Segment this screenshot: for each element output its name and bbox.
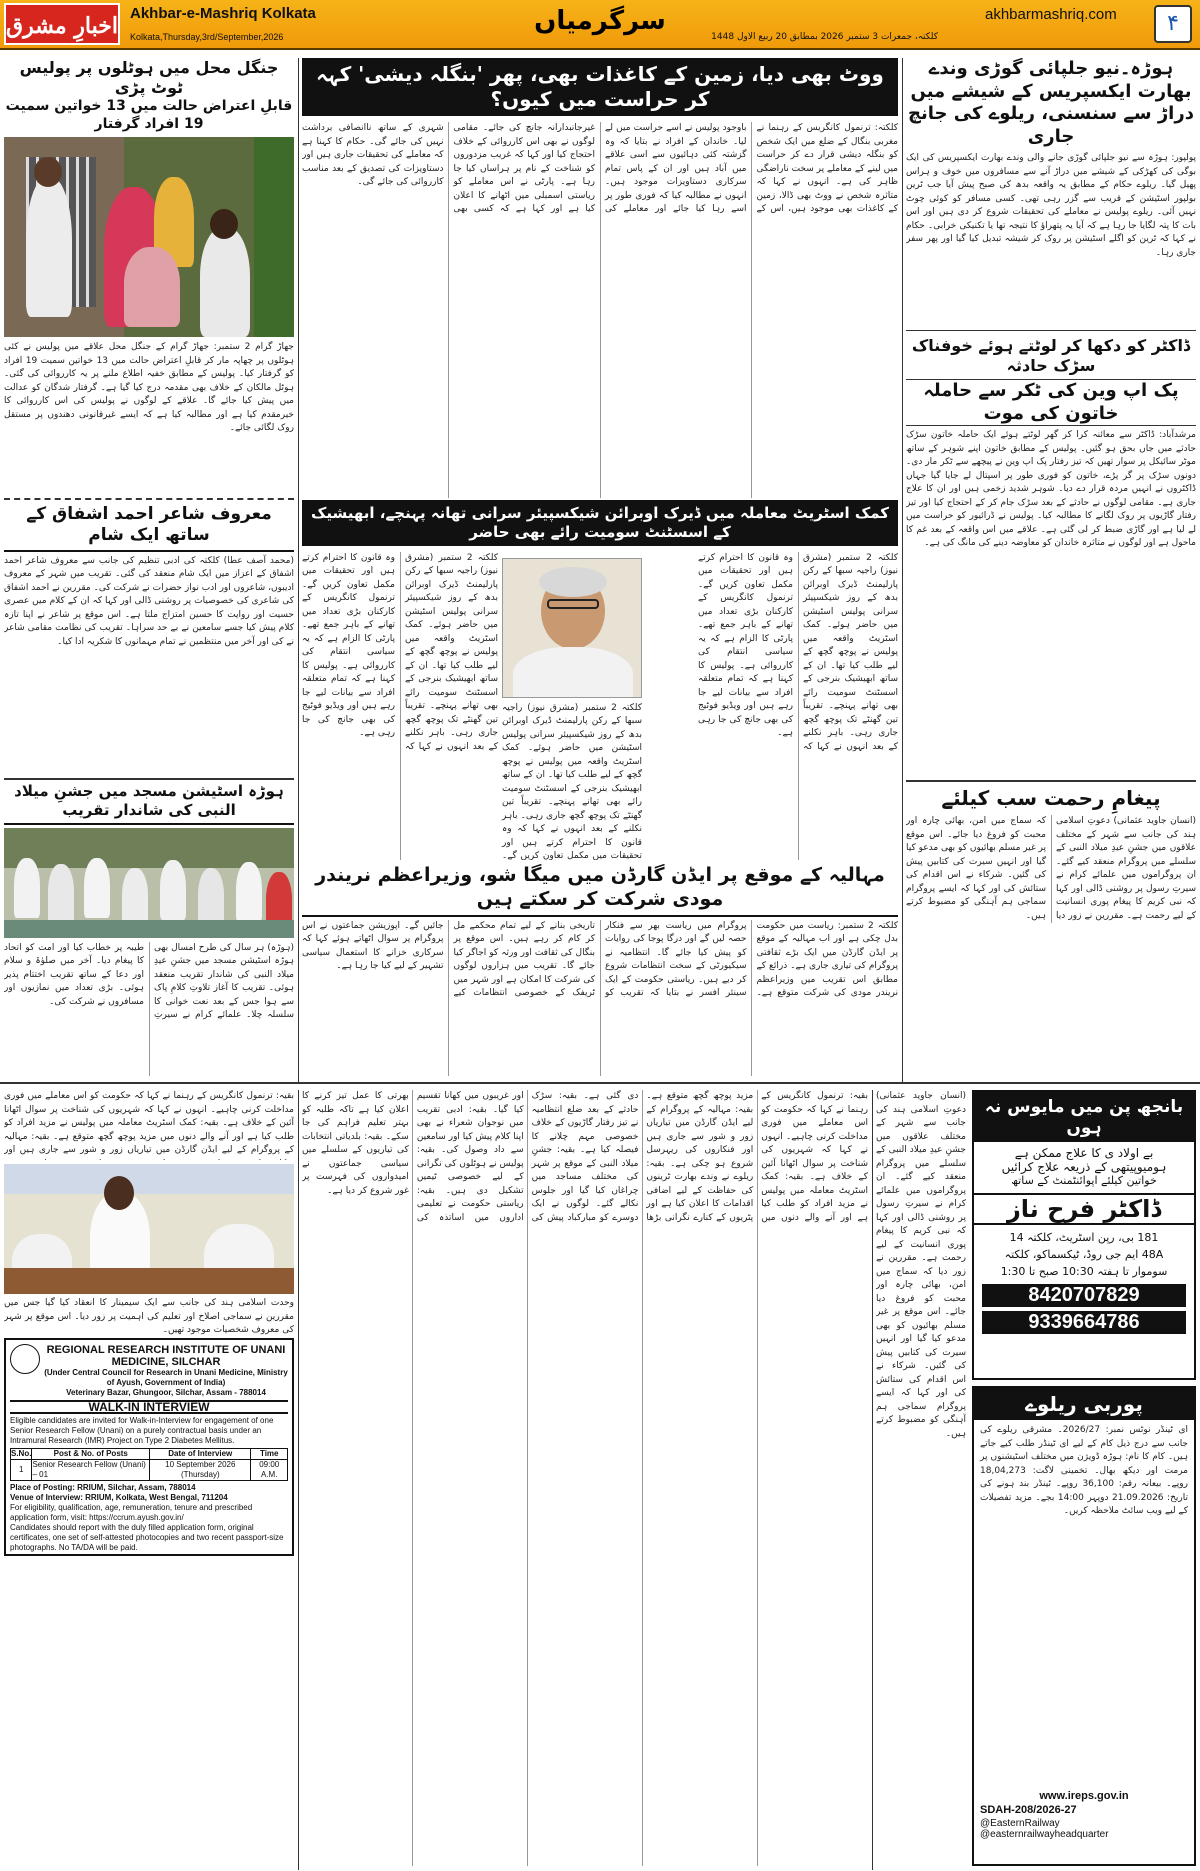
doctor-ad [972, 1090, 1196, 1380]
article-body-continued: کلکتہ 2 ستمبر (مشرق نیوز) راجیہ سبھا کے رکن پارلیمنٹ ڈیرک اوبرائن بدھ کے روز شیکسپیئر سرانی پولیس اسٹیشن میں حاضر ہوئے۔ کمک اسٹریٹ واقعہ میں پولیس نے پوچھ گچھ کے لیے طلب کیا تھا۔ ان کے ساتھ ابھیشیک بنرجی کے اسسٹنٹ سومیت رائے بھی تھانے پہنچے۔ تقریباً تین گھنٹے تک پوچھ گچھ جاری رہی۔ باہر نکلنے کے بعد انہوں نے کہا کہ وہ قانون کا احترام کرتے ہیں اور تحقیقات میں مکمل تعاون کریں گے۔ ترنمول کانگریس کے کارکنان بڑی تعداد میں تھانے کے باہر جمع تھے۔ پارٹی کا الزام ہے کہ یہ سیاسی انتقام کی کارروائی ہے۔ پولیس کا کہنا ہے کہ تمام متعلقہ افراد سے بیانات لیے جا رہے ہیں اور ویڈیو فوٹیج کی بھی جانچ کی جا رہی ہے۔ [302, 552, 498, 752]
article-subheadline: قابلِ اعتراض حالت میں 13 خواتین سمیت 19 افراد گرفتار [5, 98, 293, 132]
ad-title: بانجھ پن میں مایوس نہ ہوں [974, 1092, 1194, 1142]
ad-signatory [10, 1553, 288, 1556]
article-headline: ڈاکٹر کو دکھا کر لوٹتے ہوئے خوفناک سڑک حادثہ [911, 336, 1191, 375]
article-seminar [4, 1090, 294, 1335]
table-cell: 09:00 A.M. [251, 1460, 288, 1481]
article-body: (ہوڑہ) ہر سال کی طرح امسال بھی ہوڑہ اسٹیشن مسجد میں جشنِ عیدِ میلاد النبی کی شاندار تقریب منعقد ہوئی۔ تقریب کا آغاز تلاوتِ کلامِ پاک سے ہوا جس کے بعد نعت خوانی کا سلسلہ چلا۔ علمائے کرام نے سیرتِ طیبہ پر خطاب کیا اور امت کو اتحاد کا پیغام دیا۔ آخر میں صلوٰۃ و سلام اور دعا کے ساتھ تقریب اختتام پذیر ہوئی۔ بڑی تعداد میں نمازیوں اور مسافروں نے شرکت کی۔ [4, 942, 294, 1020]
ad-line: بے اولاد ی کا علاج ممکن ہے [1014, 1146, 1154, 1160]
masthead [0, 0, 1200, 50]
article-body: مرشدآباد: ڈاکٹر سے معائنہ کرا کر گھر لوٹتے ہوئے ایک حاملہ خاتون سڑک حادثے میں جاں بحق ہو گئیں۔ پولیس کے مطابق خاتون اپنے شوہر کے ساتھ موٹر سائیکل پر سوار تھیں کہ تیز رفتار پک اپ وین نے پیچھے سے ٹکر مار دی۔ دونوں سڑک پر گر پڑے، خاتون کو فوری طور پر اسپتال لے جایا گیا جہاں ڈاکٹروں نے انہیں مردہ قرار دے دیا۔ شوہر شدید زخمی ہیں اور ان کا علاج جاری ہے۔ مقامی لوگوں نے حادثے کے بعد سڑک جام کر کے احتجاج کیا اور تیز رفتار گاڑیوں پر روک لگانے کا مطالبہ کیا۔ پولیس نے ڈرائیور کو حراست میں لے لیا ہے اور گاڑی ضبط کر لی گئی ہے۔ علاقے میں اس واقعہ کے بعد غم کا ماحول ہے اور لوگوں نے متاثرہ خاندان کو معاوضہ دینے کی مانگ کی ہے۔ [906, 430, 1196, 548]
rrium-ad [4, 1338, 294, 1556]
article-subheadline: پک اپ وین کی ٹکر سے حاملہ خاتون کی موت [906, 379, 1196, 426]
table-header: S.No. [11, 1449, 32, 1458]
page-number: ۴ [1154, 5, 1192, 43]
continuations-block [302, 1090, 868, 1866]
ad-note: Candidates should report with the duly filled application form, original certificates, one set of self-attested photocopies and two recent passport-size photographs. No TA/DA will be paid. [10, 1523, 284, 1552]
small-column-body: (انسان جاوید عثمانی) دعوتِ اسلامی ہند کی جانب سے شہر کے مختلف علاقوں میں جشنِ عیدِ میلاد النبی کے سلسلے میں پروگرام منعقد کیے گئے۔ ان پروگراموں میں علمائے کرام نے سیرتِ رسول پر روشنی ڈالی اور کہا کہ نبی کریم کا پیغام پوری انسانیت کے لیے رحمت ہے۔ مقررین نے زور دیا کہ سماج میں امن، بھائی چارہ اور محبت کو فروغ دیا جائے۔ اس موقع پر غیر مسلم بھائیوں کو بھی مدعو کیا گیا اور انہیں سیرت کی کتابیں پیش کی گئیں۔ شرکاء نے اس اقدام کی ستائش کی اور کہا کہ ایسے پروگرام سماجی ہم آہنگی کو مضبوط کرتے ہیں۔ [876, 1091, 966, 1439]
newspaper-name: Akhbar-e-Mashriq Kolkata [130, 5, 316, 22]
twitter-handle[interactable]: @EasternRailway [980, 1818, 1060, 1829]
ad-title: REGIONAL RESEARCH INSTITUTE OF UNANI MEDICINE, SILCHAR [46, 1344, 286, 1368]
article-body-top: بقیہ: ترنمول کانگریس کے رہنما نے کہا کہ حکومت کو اس معاملے میں فوری مداخلت کرنی چاہیے۔ انہوں نے کہا کہ شہریوں کی شناخت پر سوال اٹھانا آئین کے خلاف ہے۔ بقیہ: کمک اسٹریٹ معاملہ میں پولیس نے مزید افراد کو طلب کیا ہے اور آنے والے دنوں میں مزید پوچھ گچھ متوقع ہے۔ بقیہ: مہالیہ کے پروگرام کے لیے ایڈن گارڈن میں تیاریاں زور و شور سے جاری ہیں اور [4, 1091, 294, 1155]
gathering-photo [4, 828, 294, 938]
article-modi-show [302, 864, 898, 1076]
ad-info[interactable]: For eligibility, qualification, age, remuneration, tenure and prescribed application form, visit: https://ccrum.ayush.gov.in/ [10, 1503, 253, 1522]
article-body: کلکتہ 2 ستمبر: ریاست میں حکومت بدل چکی ہے اور اب مہالیہ کے موقع پر ایڈن گارڈن میں ایک بڑے ثقافتی پروگرام کی تیاری جاری ہے۔ ذرائع کے مطابق اس تقریب میں وزیراعظم نریندر مودی کی شرکت متوقع ہے۔ پروگرام میں ریاست بھر سے فنکار حصہ لیں گے اور درگا پوجا کی روایات کو پیش کیا جائے گا۔ انتظامیہ نے سیکیورٹی کے سخت انتظامات شروع کر دیے ہیں۔ ریاستی حکومت کے ایک سینئر افسر نے بتایا کہ تقریب کو تاریخی بنانے کے لیے تمام محکمے مل کر کام کر رہے ہیں۔ اس موقع پر بنگال کی ثقافت اور ورثہ کو اجاگر کیا جائے گا۔ تقریب میں ہزاروں لوگوں کی شرکت کا امکان ہے اور شہر میں ٹریفک کے خصوصی انتظامات کیے جائیں گے۔ اپوزیشن جماعتوں نے اس پروگرام پر سوال اٹھاتے ہوئے کہا کہ سرکاری خزانے کا استعمال سیاسی تشہیر کے لیے کیا جا رہا ہے۔ [302, 920, 898, 998]
seminar-photo [4, 1164, 294, 1294]
table-cell: 1 [11, 1460, 32, 1481]
ad-place: Place of Posting: RRIUM, Silchar, Assam, 788014 [10, 1483, 196, 1492]
continuations-body: بقیہ: ترنمول کانگریس کے رہنما نے کہا کہ حکومت کو اس معاملے میں فوری مداخلت کرنی چاہیے۔ انہوں نے کہا کہ شہریوں کی شناخت پر سوال اٹھانا آئین کے خلاف ہے۔ بقیہ: کمک اسٹریٹ معاملہ میں پولیس نے مزید افراد کو طلب کیا ہے اور آنے والے دنوں میں مزید پوچھ گچھ متوقع ہے۔ بقیہ: مہالیہ کے پروگرام کے لیے ایڈن گارڈن میں تیاریاں زور و شور سے جاری ہیں اور فنکاروں کی ریہرسل شروع ہو چکی ہے۔ بقیہ: ریلوے نے وندے بھارت ٹرینوں کی حفاظت کے لیے اضافی اقدامات کا اعلان کیا ہے اور پٹریوں کے کنارے نگرانی بڑھا دی گئی ہے۔ بقیہ: سڑک حادثے کے بعد ضلع انتظامیہ نے تیز رفتار گاڑیوں کے خلاف خصوصی مہم چلانے کا فیصلہ کیا ہے۔ بقیہ: جشنِ میلاد النبی کے موقع پر شہر کی مختلف مساجد میں چراغاں کیا گیا اور جلوس نکالے گئے۔ لوگوں نے ایک دوسرے کو مبارکباد پیش کی اور غریبوں میں کھانا تقسیم کیا گیا۔ بقیہ: ادبی تقریب میں نوجوان شعراء نے بھی اپنا کلام پیش کیا اور سامعین سے داد وصول کی۔ بقیہ: پولیس نے ہوٹلوں کی نگرانی کے لیے خصوصی ٹیمیں تشکیل دی ہیں۔ بقیہ: ریاستی حکومت نے تعلیمی اداروں میں اساتذہ کی بھرتی کا عمل تیز کرنے کا اعلان کیا ہے تاکہ طلبہ کو بہتر تعلیم فراہم کی جا سکے۔ بقیہ: بلدیاتی انتخابات کی تیاریوں کے سلسلے میں سیاسی جماعتوں نے امیدواروں کی فہرست پر غور شروع کر دیا ہے۔ [302, 1091, 868, 1223]
article-headline: کمک اسٹریٹ معاملہ میں ڈیرک اوبرائن شیکسپیئر سرانی تھانہ پہنچے، ابھیشیک کے اسسٹنٹ سومیت رائے بھی حاضر [302, 500, 898, 546]
article-jungle-mahal [4, 58, 294, 496]
article-body: (انسان جاوید عثمانی) دعوتِ اسلامی ہند کی جانب سے شہر کے مختلف علاقوں میں جشنِ عیدِ میلاد النبی کے سلسلے میں پروگرام منعقد کیے گئے۔ ان پروگراموں میں علمائے کرام نے سیرتِ رسول پر روشنی ڈالی اور کہا کہ نبی کریم کا پیغام پوری انسانیت کے لیے رحمت ہے۔ مقررین نے زور دیا کہ سماج میں امن، بھائی چارہ اور محبت کو فروغ دیا جائے۔ اس موقع پر غیر مسلم بھائیوں کو بھی مدعو کیا گیا اور انہیں سیرت کی کتابیں پیش کی گئیں۔ شرکاء نے اس اقدام کی ستائش کی اور کہا کہ ایسے پروگرام سماجی ہم آہنگی کو مضبوط کرتے ہیں۔ [906, 816, 1196, 921]
article-vande-bharat [906, 58, 1196, 326]
article-headline: معروف شاعر احمد اشفاق کے ساتھ ایک شام [4, 504, 294, 552]
website-link[interactable]: akhbarmashriq.com [985, 6, 1117, 23]
ad-venue: Venue of Interview: RRIUM, Kolkata, West Bengal, 711204 [10, 1493, 228, 1502]
article-body: پولپور: ہوڑہ سے نیو جلپائی گوڑی جانے والی وندے بھارت ایکسپریس کی ایک بوگی کی کھڑکی کے شیشے میں دراڑ آنے سے مسافروں میں خوف و ہراس پھیل گیا۔ ریلوے حکام کے مطابق یہ واقعہ بدھ کی صبح پیش آیا جب ٹرین بولپور اسٹیشن کے قریب سے گزر رہی تھی۔ کسی مسافر کو کوئی چوٹ نہیں آئی۔ ریلوے پولیس نے معاملے کی تحقیقات شروع کر دی ہیں اور اس بات کا پتہ لگایا جا رہا ہے کہ آیا یہ پتھراؤ کا نتیجہ تھا یا تکنیکی خرابی۔ حکام نے کہا کہ ٹرین کو اگلے اسٹیشن پر روک کر شیشہ تبدیل کیا گیا اور پھر سفر جاری رہا۔ [906, 153, 1196, 258]
table-header: Time [251, 1449, 288, 1460]
facebook-handle[interactable]: @easternrailwayheadquarter [980, 1829, 1109, 1840]
article-headline: پیغامِ رحمت سب کیلئے [941, 786, 1161, 810]
article-kolkata-street [302, 500, 898, 860]
ad-reference: SDAH-208/2026-27 [980, 1804, 1077, 1816]
portrait-photo [502, 558, 642, 698]
date-english: Kolkata,Thursday,3rd/September,2026 [130, 32, 284, 42]
table-header: Post & No. of Posts [32, 1449, 150, 1460]
ad-line: ہومیوپیتھی کے ذریعہ علاج کرائیں [1001, 1160, 1167, 1174]
section-title: سرگرمیاں [534, 6, 666, 36]
ad-banner: WALK-IN INTERVIEW [10, 1400, 288, 1414]
article-lead [302, 58, 898, 498]
institute-logo-icon [10, 1344, 40, 1374]
railway-ad [972, 1386, 1196, 1866]
article-body: (محمد آصف عطا) کلکتہ کی ادبی تنظیم کی جانب سے معروف شاعر احمد اشفاق کے اعزاز میں ایک شام منعقد کی گئی۔ تقریب میں شہر کے معروف ادیبوں، شاعروں اور ادب نواز حضرات نے شرکت کی۔ مقررین نے احمد اشفاق کی شاعری کی خصوصیات پر روشنی ڈالی اور کہا کہ ان کے کلام میں عصری حسیت اور روایت کا حسین امتزاج ملتا ہے۔ اس موقع پر شاعر نے اپنا تازہ کلام پیش کیا جسے سامعین نے بے حد سراہا۔ تقریب کی نظامت مقامی شاعر نے کی اور آخر میں منتظمین نے تمام مہمانوں کا شکریہ ادا کیا۔ [4, 555, 294, 647]
ad-body: ای ٹینڈر نوٹس نمبر: 2026/27۔ مشرقی ریلوے کی جانب سے درج ذیل کام کے لیے ای ٹینڈر طلب کیے جاتے ہیں۔ کام کا نام: ہوڑہ ڈویژن میں مختلف اسٹیشنوں پر مرمت اور دیکھ بھال۔ تخمینی لاگت: 18,04,273 روپے۔ بیعانہ رقم: 36,100 روپے۔ ٹینڈر بند ہونے کی تاریخ: 21.09.2026 دوپہر 14:00 بجے۔ مزید تفصیلات کے لیے ویب سائٹ ملاحظہ کریں۔ [980, 1425, 1188, 1516]
ad-timing: سوموار تا ہفتہ 10:30 صبح تا 1:30 [1000, 1265, 1168, 1278]
article-body-under-photo: کلکتہ 2 ستمبر (مشرق نیوز) راجیہ سبھا کے رکن پارلیمنٹ ڈیرک اوبرائن بدھ کے روز شیکسپیئر سرانی پولیس اسٹیشن میں حاضر ہوئے۔ کمک اسٹریٹ واقعہ میں پولیس نے پوچھ گچھ کے لیے طلب کیا تھا۔ ان کے ساتھ ابھیشیک بنرجی کے اسسٹنٹ سومیت رائے بھی تھانے پہنچے۔ تقریباً تین گھنٹے تک پوچھ گچھ جاری رہی۔ باہر نکلنے کے بعد انہوں نے کہا کہ وہ قانون کا احترام کرتے ہیں اور تحقیقات میں مکمل تعاون کریں گے۔ [502, 702, 642, 860]
article-body: کلکتہ 2 ستمبر (مشرق نیوز) راجیہ سبھا کے رکن پارلیمنٹ ڈیرک اوبرائن بدھ کے روز شیکسپیئر سرانی پولیس اسٹیشن میں حاضر ہوئے۔ کمک اسٹریٹ واقعہ میں پولیس نے پوچھ گچھ کے لیے طلب کیا تھا۔ ان کے ساتھ ابھیشیک بنرجی کے اسسٹنٹ سومیت رائے بھی تھانے پہنچے۔ تقریباً تین گھنٹے تک پوچھ گچھ جاری رہی۔ باہر نکلنے کے بعد انہوں نے کہا کہ وہ قانون کا احترام کرتے ہیں اور تحقیقات میں مکمل تعاون کریں گے۔ ترنمول کانگریس کے کارکنان بڑی تعداد میں تھانے کے باہر جمع تھے۔ پارٹی کا الزام ہے کہ یہ سیاسی انتقام کی کارروائی ہے۔ پولیس کا کہنا ہے کہ تمام متعلقہ افراد سے بیانات لیے جا رہے ہیں اور ویڈیو فوٹیج کی بھی جانچ کی جا رہی ہے۔ [698, 552, 898, 752]
date-urdu: کلکتہ، جمعرات 3 ستمبر 2026 بمطابق 20 ربیع الاول 1448 [711, 32, 938, 42]
article-howrah-mosque [4, 782, 294, 1076]
ad-org: (Under Central Council for Research in Unani Medicine, Ministry of Ayush, Government of India) [44, 1368, 288, 1387]
article-body: کلکتہ: ترنمول کانگریس کے رہنما نے مغربی بنگال کے ضلع میں ایک شخص کو بنگلہ دیشی قرار دے کر حراست میں لینے کے معاملے پر سخت ناراضگی ظاہر کی ہے۔ انہوں نے کہا کہ متاثرہ شخص نے ووٹ بھی ڈالا، زمین کے کاغذات بھی موجود ہیں، اس کے باوجود پولیس نے اسے حراست میں لے لیا۔ خاندان کے افراد نے بتایا کہ وہ گزشتہ کئی دہائیوں سے اسی علاقے میں آباد ہیں اور ان کے پاس تمام سرکاری دستاویزات موجود ہیں۔ انہوں نے مطالبہ کیا کہ فوری طور پر اسے رہا کیا جائے اور معاملے کی غیرجانبدارانہ جانچ کی جائے۔ مقامی لوگوں نے بھی اس کارروائی کے خلاف احتجاج کیا اور کہا کہ غریب مزدوروں کو شناخت کے نام پر ہراساں کیا جا رہا ہے۔ پارٹی نے اس معاملے کو ریاستی اسمبلی میں اٹھانے کا اعلان کیا ہے اور کہا ہے کہ کسی بھی شہری کے ساتھ ناانصافی برداشت نہیں کی جائے گی۔ حکام کا کہنا ہے کہ معاملے کی تحقیقات جاری ہیں اور دستاویزات کی تصدیق کے بعد مناسب کارروائی کی جائے گی۔ [302, 123, 898, 214]
article-body: جھاڑ گرام 2 ستمبر: جھاڑ گرام کے جنگل محل علاقے میں پولیس نے کئی ہوٹلوں پر چھاپہ مار کر قابلِ اعتراض حالت میں 13 خواتین سمیت 19 افراد کو گرفتار کیا۔ پولیس کے مطابق خفیہ اطلاع ملنے پر یہ کارروائی کی گئی۔ ہوٹل مالکان کے خلاف بھی مقدمہ درج کیا گیا ہے۔ گرفتار شدگان کو عدالت میں پیش کیا جائے گا۔ علاقے کے لوگوں نے پولیس کی اس کارروائی کا خیرمقدم کیا ہے اور مطالبہ کیا ہے کہ ایسے غیرقانونی دھندوں پر مستقل روک لگائی جائے۔ [4, 342, 294, 433]
newspaper-logo: اخبارِ مشرق [4, 3, 120, 45]
ad-address: Veterinary Bazar, Ghungoor, Silchar, Assam - 788014 [66, 1388, 266, 1397]
article-headline: ہوڑہ۔نیو جلپائی گوڑی وندے بھارت ایکسپریس کے شیشے میں دراڑ سے سنسنی، ریلوے کی جانچ جاری [908, 58, 1194, 147]
article-rahmat-message [906, 786, 1196, 1076]
ad-address: 181 بی، رپن اسٹریٹ، کلکتہ 14 [1009, 1231, 1159, 1244]
article-poet-evening [4, 504, 294, 774]
phone-number[interactable]: 8420707829 [982, 1284, 1186, 1307]
table-header: Date of Interview [150, 1449, 251, 1460]
article-headline: مہالیہ کے موقع پر ایڈن گارڈن میں میگا شو، وزیراعظم نریندر مودی شرکت کر سکتے ہیں [302, 864, 898, 917]
raid-photo [4, 137, 294, 337]
ad-table [10, 1448, 288, 1481]
article-body: وحدت اسلامی ہند کی جانب سے ایک سیمینار کا انعقاد کیا گیا جس میں مقررین نے سماجی اصلاح اور تعلیم کی اہمیت پر زور دیا۔ اس موقع پر شہر کی معروف شخصیات موجود تھیں۔ [4, 1298, 294, 1335]
ad-address: 48A ایم جی روڈ، ٹیکسماکو، کلکتہ [1004, 1248, 1164, 1261]
article-headline: جنگل محل میں ہوٹلوں پر پولیس ٹوٹ پڑی [19, 58, 279, 97]
ad-line: خواتین کیلئے اپوائنٹمنٹ کے ساتھ [1011, 1174, 1157, 1187]
table-cell: Senior Research Fellow (Unani) – 01 [32, 1460, 150, 1481]
column-small [876, 1090, 966, 1866]
phone-number[interactable]: 9339664786 [982, 1311, 1186, 1334]
table-cell: 10 September 2026 (Thursday) [150, 1460, 251, 1481]
article-headline: ہوڑہ اسٹیشن مسجد میں جشنِ میلاد النبی کی شاندار تقریب [4, 782, 294, 825]
article-headline: ووٹ بھی دیا، زمین کے کاغذات بھی، پھر 'بنگلہ دیشی' کہہ کر حراست میں کیوں؟ [302, 58, 898, 116]
ad-intro: Eligible candidates are invited for Walk-in-Interview for engagement of one Senior Research Fellow (Unani) on a purely contractual basis under an Intramural Research (IMR) Project on Type 2 Diabetes Mellitus. [10, 1416, 274, 1445]
article-road-accident [906, 336, 1196, 776]
doctor-name: ڈاکٹر فرح ناز [974, 1193, 1194, 1225]
ad-website[interactable]: www.ireps.gov.in [1039, 1790, 1129, 1802]
ad-title: پوربی ریلوے [974, 1388, 1194, 1420]
